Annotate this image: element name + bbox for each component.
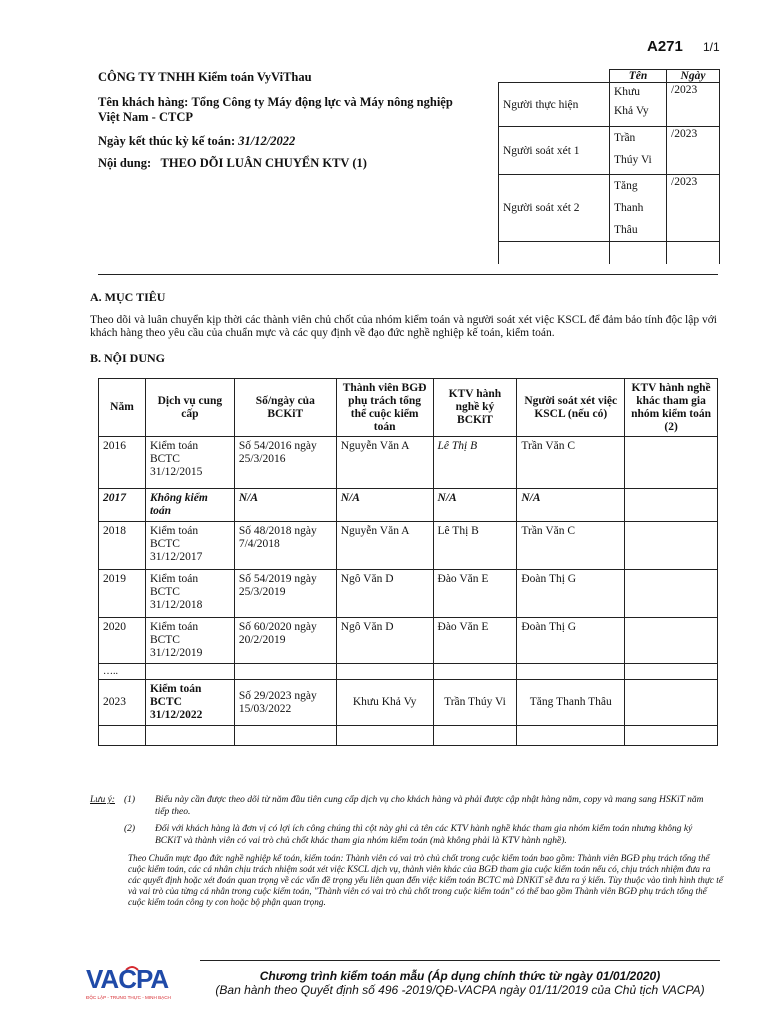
table-row xyxy=(99,570,718,618)
col-report: Số/ngày của BCKiT xyxy=(234,379,336,437)
document-code: A271 xyxy=(647,38,683,55)
col-other-auditors: KTV hành nghề khác tham gia nhóm kiểm toán (2) xyxy=(625,379,718,437)
cell-other xyxy=(625,489,718,522)
cell-report: Số 54/2016 ngày 25/3/2016 xyxy=(234,437,336,489)
company-name: CÔNG TY TNHH Kiểm toán VyViThau xyxy=(98,70,312,84)
col-year: Năm xyxy=(99,379,146,437)
signoff-row xyxy=(499,127,720,175)
footer-line-2: (Ban hành theo Quyết định số 496 -2019/QĐ-VACPA ngày 01/11/2019 của Chủ tịch VACPA) xyxy=(215,983,705,997)
table-row xyxy=(99,664,718,680)
signoff-role: Người soát xét 1 xyxy=(499,127,610,175)
content-title: Nội dung: THEO DÕI LUÂN CHUYỂN KTV (1) xyxy=(98,156,367,170)
period-end: Ngày kết thúc kỳ kế toán: 31/12/2022 xyxy=(98,134,296,148)
cell-report xyxy=(234,664,336,680)
client-name: Tên khách hàng: Tổng Công ty Máy động lực và Máy nông nghiệp Việt Nam - CTCP xyxy=(98,95,453,124)
cell-reviewer xyxy=(517,726,625,746)
cell-service: Kiểm toán BCTC 31/12/2022 xyxy=(145,680,234,726)
cell-service: Kiểm toán BCTC 31/12/2018 xyxy=(145,570,234,618)
table-row xyxy=(99,680,718,726)
cell-reviewer: Đoàn Thị G xyxy=(517,570,625,618)
section-a-title: A. MỤC TIÊU xyxy=(90,290,166,304)
rotation-table xyxy=(98,378,718,746)
cell-other xyxy=(625,726,718,746)
cell-partner xyxy=(336,726,433,746)
cell-partner: Nguyễn Văn A xyxy=(336,522,433,570)
cell-year: 2023 xyxy=(99,680,146,726)
table-row xyxy=(99,437,718,489)
table-row xyxy=(99,618,718,664)
note-3-text: Theo Chuẩn mực đạo đức nghề nghiệp kế toán, kiểm toán: Thành viên có vai trò chủ chốt trong cuộc kiểm toán bao gồm: Thành viên BGĐ phụ trách tổng thể cuộc kiểm toán, các cá nhân chịu trách nhiệm soát xét việc KSCL dịch vụ, thành viên khác của BGĐ tham gia cuộc kiểm toán nếu có, chịu trách nhiệm đưa ra các quyết định hoặc xét đoán quan trọng về các vấn đề trọng yếu liên quan đến việc kiểm toán BCTC mà DNKiT sẽ đưa ra ý kiến. Tùy thuộc vào tình hình thực tế và vai trò của từng cá nhân trong cuộc kiểm toán, "Thành viên có vai trò chủ chốt trong cuộc kiểm toán" có thể bao gồm Thành viên BGĐ phụ trách tổng thể cuộc kiểm toán công ty con hoặc bộ phận quan trọng. xyxy=(128,853,723,907)
table-header-row xyxy=(99,379,718,437)
cell-other xyxy=(625,570,718,618)
cell-year: 2016 xyxy=(99,437,146,489)
cell-report: Số 60/2020 ngày 20/2/2019 xyxy=(234,618,336,664)
page-number: 1/1 xyxy=(703,40,720,54)
cell-signing-auditor: N/A xyxy=(433,489,517,522)
signoff-row xyxy=(499,83,720,127)
col-service: Dịch vụ cung cấp xyxy=(145,379,234,437)
cell-signing-auditor: Trần Thúy Vi xyxy=(433,680,517,726)
cell-reviewer xyxy=(517,664,625,680)
footer-line-1: Chương trình kiểm toán mẫu (Áp dụng chính thức từ ngày 01/01/2020) xyxy=(259,969,661,983)
cell-service: Kiểm toán BCTC 31/12/2015 xyxy=(145,437,234,489)
cell-year xyxy=(99,726,146,746)
signoff-name: Khưu Khả Vy xyxy=(610,83,667,127)
section-b-title: B. NỘI DUNG xyxy=(90,351,166,365)
signoff-role: Người thực hiện xyxy=(499,83,610,127)
cell-report xyxy=(234,726,336,746)
signoff-col-name: Tên xyxy=(610,70,667,83)
vacpa-logo xyxy=(86,962,178,1006)
signoff-role: Người soát xét 2 xyxy=(499,175,610,242)
cell-service xyxy=(145,664,234,680)
cell-year: ….. xyxy=(99,664,146,680)
cell-signing-auditor: Đào Văn E xyxy=(433,570,517,618)
cell-partner: N/A xyxy=(336,489,433,522)
note-1-text: Biểu này cần được theo dõi từ năm đầu tiên cung cấp dịch vụ cho khách hàng và phải được cập nhật hàng năm, copy và mang sang HSKiT năm tiếp theo. xyxy=(155,795,704,817)
table-row xyxy=(99,489,718,522)
col-signing-auditor: KTV hành nghề ký BCKiT xyxy=(433,379,517,437)
cell-service: Không kiểm toán xyxy=(145,489,234,522)
cell-partner: Ngô Văn D xyxy=(336,570,433,618)
cell-service: Kiểm toán BCTC 31/12/2017 xyxy=(145,522,234,570)
header-divider xyxy=(98,274,718,275)
cell-partner: Ngô Văn D xyxy=(336,618,433,664)
cell-reviewer: Đoàn Thị G xyxy=(517,618,625,664)
cell-partner: Nguyễn Văn A xyxy=(336,437,433,489)
signoff-row xyxy=(499,175,720,242)
cell-other xyxy=(625,437,718,489)
cell-signing-auditor xyxy=(433,664,517,680)
cell-other xyxy=(625,618,718,664)
logo-wordmark: VACPA xyxy=(86,964,169,994)
note-2-text: Đối với khách hàng là đơn vị có lợi ích công chúng thì cột này ghi cả tên các KTV hành nghề khác tham gia nhóm kiểm toán nhưng không ký BCKiT và thành viên có vai trò chủ chốt khác tham gia nhóm kiểm toán (mà không phải là KTV hành nghề). xyxy=(155,824,693,846)
cell-other xyxy=(625,522,718,570)
cell-other xyxy=(625,680,718,726)
cell-service: Kiểm toán BCTC 31/12/2019 xyxy=(145,618,234,664)
cell-service xyxy=(145,726,234,746)
notes-label: Lưu ý: xyxy=(90,795,115,805)
col-reviewer: Người soát xét việc KSCL (nếu có) xyxy=(517,379,625,437)
section-a-text: Theo dõi và luân chuyển kịp thời các thành viên chủ chốt của nhóm kiểm toán và người soát xét việc KSCL để đảm bảo tính độc lập với khách hàng theo yêu cầu của chuẩn mực và các quy định về đạo đức nghề nghiệp kế toán, kiểm toán. xyxy=(90,314,718,339)
signoff-col-date: Ngày xyxy=(667,70,720,83)
cell-report: N/A xyxy=(234,489,336,522)
note-1-number: (1) xyxy=(124,795,136,805)
cell-signing-auditor xyxy=(433,726,517,746)
table-row xyxy=(99,522,718,570)
cell-reviewer: Trần Văn C xyxy=(517,437,625,489)
cell-partner: Khưu Khả Vy xyxy=(336,680,433,726)
table-row xyxy=(99,726,718,746)
cell-report: Số 48/2018 ngày 7/4/2018 xyxy=(234,522,336,570)
signoff-header xyxy=(499,70,720,83)
cell-signing-auditor: Đào Văn E xyxy=(433,618,517,664)
cell-reviewer: Trần Văn C xyxy=(517,522,625,570)
footer-divider xyxy=(200,960,720,961)
signoff-name: Tăng Thanh Thâu xyxy=(610,175,667,242)
cell-other xyxy=(625,664,718,680)
cell-year: 2020 xyxy=(99,618,146,664)
logo-tagline: ĐỘC LẬP - TRUNG THỰC - MINH BẠCH xyxy=(86,995,171,1000)
cell-year: 2018 xyxy=(99,522,146,570)
signoff-date: /2023 xyxy=(667,83,720,127)
signoff-date: /2023 xyxy=(667,127,720,175)
cell-year: 2017 xyxy=(99,489,146,522)
cell-year: 2019 xyxy=(99,570,146,618)
cell-reviewer: Tăng Thanh Thâu xyxy=(517,680,625,726)
signoff-date: /2023 xyxy=(667,175,720,242)
cell-signing-auditor: Lê Thị B xyxy=(433,437,517,489)
cell-reviewer: N/A xyxy=(517,489,625,522)
cell-partner xyxy=(336,664,433,680)
cell-report: Số 54/2019 ngày 25/3/2019 xyxy=(234,570,336,618)
signoff-table xyxy=(498,69,720,264)
signoff-name: Trần Thúy Vi xyxy=(610,127,667,175)
note-2-number: (2) xyxy=(124,824,136,834)
col-partner: Thành viên BGĐ phụ trách tổng thể cuộc kiểm toán xyxy=(336,379,433,437)
signoff-row-empty xyxy=(499,242,720,264)
cell-report: Số 29/2023 ngày 15/03/2022 xyxy=(234,680,336,726)
cell-signing-auditor: Lê Thị B xyxy=(433,522,517,570)
